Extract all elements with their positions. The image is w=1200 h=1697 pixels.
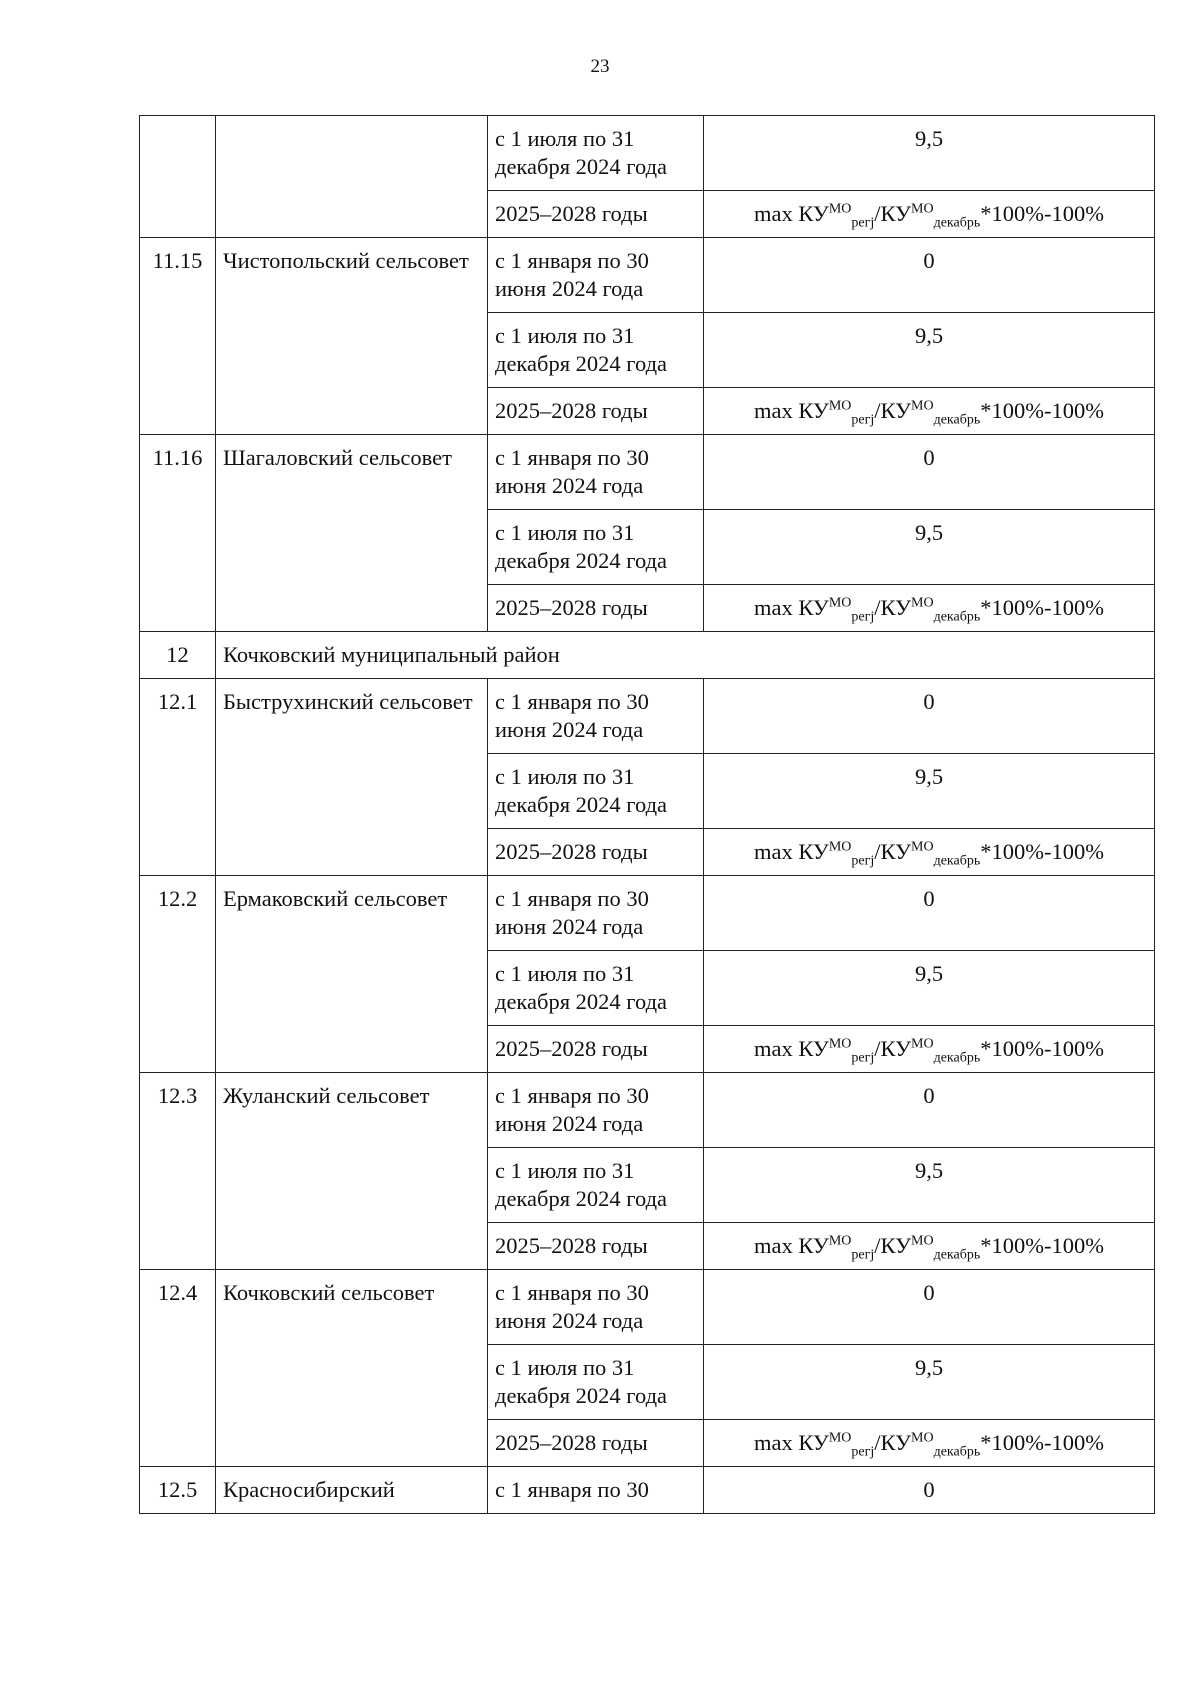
formula-suffix: *100%-100%	[980, 839, 1104, 864]
row-number	[140, 116, 216, 238]
formula-sub: декабрь	[933, 1247, 981, 1263]
value-cell: 0	[704, 238, 1155, 313]
row-number: 12.1	[140, 679, 216, 876]
formula-sup: МО	[911, 839, 934, 855]
formula-sup: МО	[911, 201, 934, 217]
period-cell: с 1 июля по 31 декабря 2024 года	[488, 1148, 704, 1223]
formula-cell	[704, 585, 1155, 632]
section-number: 12	[140, 632, 216, 679]
row-number: 12.3	[140, 1073, 216, 1270]
period-cell: с 1 июля по 31 декабря 2024 года	[488, 313, 704, 388]
table-row	[140, 876, 1155, 951]
period-cell: 2025–2028 годы	[488, 829, 704, 876]
row-number: 11.15	[140, 238, 216, 435]
row-name: Красносибирский	[216, 1467, 488, 1514]
table-row	[140, 238, 1155, 313]
tariff-table	[139, 115, 1155, 1514]
formula-sub: регj	[851, 1247, 875, 1263]
value-cell: 0	[704, 1073, 1155, 1148]
period-cell: 2025–2028 годы	[488, 191, 704, 238]
formula-mid: /КУ	[874, 595, 912, 620]
formula-suffix: *100%-100%	[980, 595, 1104, 620]
formula-sub: декабрь	[933, 215, 981, 231]
formula-sub: декабрь	[933, 609, 981, 625]
formula-sub: регj	[851, 853, 875, 869]
value-cell: 9,5	[704, 116, 1155, 191]
period-cell: с 1 июля по 31 декабря 2024 года	[488, 1345, 704, 1420]
period-cell: с 1 июля по 31 декабря 2024 года	[488, 754, 704, 829]
formula-prefix: max КУ	[754, 1233, 829, 1258]
formula-prefix: max КУ	[754, 398, 829, 423]
period-cell: 2025–2028 годы	[488, 1223, 704, 1270]
row-number: 12.2	[140, 876, 216, 1073]
period-cell: с 1 января по 30 июня 2024 года	[488, 876, 704, 951]
formula-sub: декабрь	[933, 1444, 981, 1460]
period-cell: с 1 января по 30 июня 2024 года	[488, 1073, 704, 1148]
formula-prefix: max КУ	[754, 1036, 829, 1061]
formula-sup: МО	[828, 201, 852, 217]
formula-cell	[704, 388, 1155, 435]
table-row	[140, 1467, 1155, 1514]
formula-mid: /КУ	[874, 1233, 912, 1258]
formula-sub: декабрь	[933, 412, 981, 428]
value-cell: 9,5	[704, 951, 1155, 1026]
value-cell: 9,5	[704, 1345, 1155, 1420]
formula-cell	[704, 1223, 1155, 1270]
period-cell: 2025–2028 годы	[488, 1420, 704, 1467]
formula-cell	[704, 1026, 1155, 1073]
row-name: Жуланский сельсовет	[216, 1073, 488, 1270]
formula-sub: регj	[851, 1050, 875, 1066]
formula-mid: /КУ	[874, 1430, 912, 1455]
section-name: Кочковский муниципальный район	[216, 632, 1155, 679]
value-cell: 0	[704, 1467, 1155, 1514]
formula-sub: декабрь	[933, 1050, 981, 1066]
formula-sup: МО	[828, 595, 852, 611]
row-name: Чистопольский сельсовет	[216, 238, 488, 435]
section-row	[140, 632, 1155, 679]
value-cell: 9,5	[704, 1148, 1155, 1223]
formula-suffix: *100%-100%	[980, 1430, 1104, 1455]
row-number: 12.5	[140, 1467, 216, 1514]
formula-suffix: *100%-100%	[980, 1036, 1104, 1061]
value-cell: 0	[704, 679, 1155, 754]
value-cell: 9,5	[704, 754, 1155, 829]
table-row	[140, 435, 1155, 510]
table-row	[140, 1073, 1155, 1148]
formula-suffix: *100%-100%	[980, 1233, 1104, 1258]
formula-sup: МО	[828, 1430, 852, 1446]
row-name: Кочковский сельсовет	[216, 1270, 488, 1467]
row-number: 11.16	[140, 435, 216, 632]
row-name: Шагаловский сельсовет	[216, 435, 488, 632]
period-cell: 2025–2028 годы	[488, 388, 704, 435]
period-cell: с 1 января по 30	[488, 1467, 704, 1514]
table-row	[140, 1270, 1155, 1345]
formula-sup: МО	[911, 595, 934, 611]
value-cell: 0	[704, 435, 1155, 510]
period-cell: с 1 июля по 31 декабря 2024 года	[488, 951, 704, 1026]
row-number: 12.4	[140, 1270, 216, 1467]
formula-prefix: max КУ	[754, 595, 829, 620]
formula-sup: МО	[828, 398, 852, 414]
formula-prefix: max КУ	[754, 201, 829, 226]
formula-sub: регj	[851, 412, 875, 428]
formula-mid: /КУ	[874, 398, 912, 423]
formula-sup: МО	[828, 1036, 852, 1052]
period-cell: 2025–2028 годы	[488, 585, 704, 632]
period-cell: с 1 июля по 31 декабря 2024 года	[488, 510, 704, 585]
formula-cell	[704, 191, 1155, 238]
value-cell: 9,5	[704, 313, 1155, 388]
formula-sup: МО	[911, 1233, 934, 1249]
tariff-table-body	[140, 116, 1155, 1514]
period-cell: с 1 июля по 31 декабря 2024 года	[488, 116, 704, 191]
formula-suffix: *100%-100%	[980, 201, 1104, 226]
period-cell: 2025–2028 годы	[488, 1026, 704, 1073]
formula-suffix: *100%-100%	[980, 398, 1104, 423]
formula-sup: МО	[911, 1430, 934, 1446]
period-cell: с 1 января по 30 июня 2024 года	[488, 1270, 704, 1345]
value-cell: 0	[704, 876, 1155, 951]
formula-cell	[704, 829, 1155, 876]
formula-sub: регj	[851, 215, 875, 231]
row-name: Ермаковский сельсовет	[216, 876, 488, 1073]
formula-sub: регj	[851, 609, 875, 625]
period-cell: с 1 января по 30 июня 2024 года	[488, 435, 704, 510]
period-cell: с 1 января по 30 июня 2024 года	[488, 238, 704, 313]
value-cell: 9,5	[704, 510, 1155, 585]
formula-sup: МО	[911, 398, 934, 414]
formula-sub: декабрь	[933, 853, 981, 869]
formula-sup: МО	[828, 1233, 852, 1249]
row-name	[216, 116, 488, 238]
formula-mid: /КУ	[874, 839, 912, 864]
formula-sup: МО	[911, 1036, 934, 1052]
table-row	[140, 116, 1155, 191]
formula-sup: МО	[828, 839, 852, 855]
formula-cell	[704, 1420, 1155, 1467]
period-cell: с 1 января по 30 июня 2024 года	[488, 679, 704, 754]
formula-prefix: max КУ	[754, 1430, 829, 1455]
formula-mid: /КУ	[874, 1036, 912, 1061]
formula-prefix: max КУ	[754, 839, 829, 864]
page-number: 23	[590, 56, 610, 77]
formula-sub: регj	[851, 1444, 875, 1460]
row-name: Быструхинский сельсовет	[216, 679, 488, 876]
formula-mid: /КУ	[874, 201, 912, 226]
table-row	[140, 679, 1155, 754]
value-cell: 0	[704, 1270, 1155, 1345]
